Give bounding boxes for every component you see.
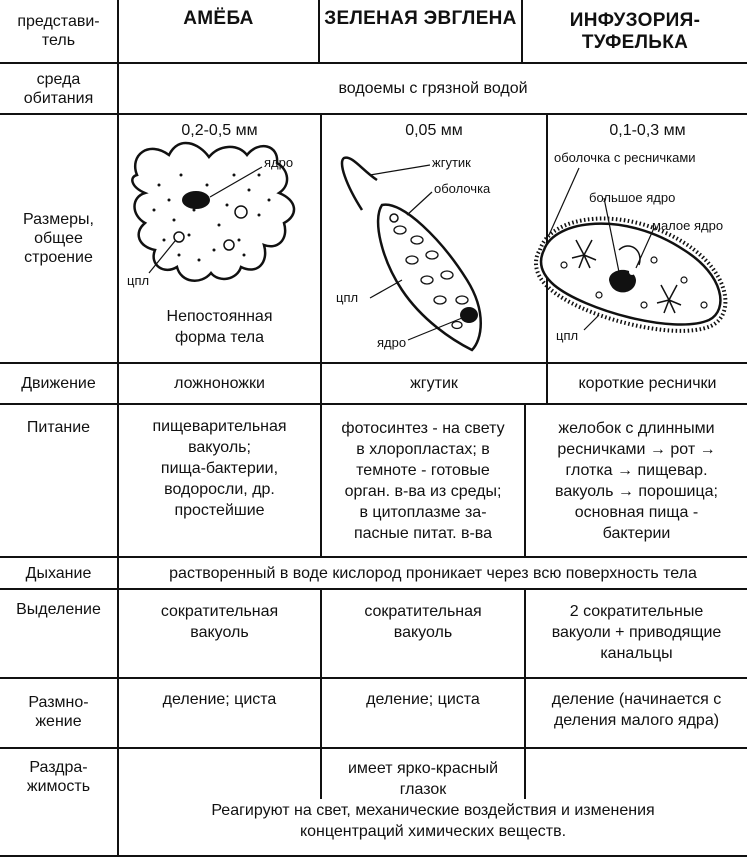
row-line-irritability-top <box>0 747 747 749</box>
nutrition-amoeba: пищеварительная вакуоль; пища-бактерии, водоросли, др. простейшие <box>152 418 287 519</box>
amoeba-cpl-label: цпл <box>127 273 150 288</box>
reproduction-label: Размно- жение <box>28 694 89 730</box>
paramecium-drawing <box>524 140 747 360</box>
paramecium-cpl-label: цпл <box>556 328 579 343</box>
paramecium-micronucleus-label: малое ядро <box>652 218 724 233</box>
header-representative: представи- тель <box>17 13 100 49</box>
reproduction-amoeba: деление; циста <box>162 691 277 708</box>
paramecium-membrane-label: оболочка с ресничками <box>554 150 696 165</box>
respiration-value: растворенный в воде кислород проникает через всю поверхность тела <box>169 564 697 582</box>
nutrition-label: Питание <box>26 419 91 436</box>
row-line-excretion-top <box>0 588 747 590</box>
euglena-membrane-label: оболочка <box>434 181 491 196</box>
habitat-label: среда обитания <box>23 70 94 107</box>
excretion-label: Выделение <box>16 601 101 618</box>
col-line-irr-2 <box>524 747 526 799</box>
respiration-label: Дыхание <box>25 564 92 582</box>
paramecium-size: 0,1-0,3 мм <box>609 121 686 139</box>
paramecium-macronucleus-label: большое ядро <box>589 190 676 205</box>
size-label: Размеры, общее строение <box>23 211 94 266</box>
reproduction-paramecium: деление (начинается с деления малого ядра) <box>551 691 722 729</box>
euglena-flagellum-label: жгутик <box>432 155 471 170</box>
amoeba-nucleus-label: ядро <box>264 155 294 170</box>
row-line-nutrition-top <box>0 403 747 405</box>
euglena-cpl-label: цпл <box>336 290 359 305</box>
excretion-euglena: сократительная вакуоль <box>364 603 482 641</box>
amoeba-note: Непостоянная форма тела <box>166 308 273 346</box>
excretion-amoeba: сократительная вакуоль <box>160 603 279 641</box>
euglena-size: 0,05 мм <box>405 121 463 139</box>
movement-label: Движение <box>21 375 96 392</box>
row-line-bottom <box>0 855 747 857</box>
excretion-paramecium: 2 сократительные вакуоли + приводящие канальцы <box>551 603 722 662</box>
header-euglena: ЗЕЛЕНАЯ ЭВГЛЕНА <box>324 8 517 29</box>
habitat-value: водоемы с грязной водой <box>338 80 528 97</box>
euglena-drawing <box>322 140 546 360</box>
euglena-nucleus-label: ядро <box>377 335 407 350</box>
amoeba-drawing <box>119 115 320 305</box>
reproduction-euglena: деление; циста <box>366 691 480 708</box>
header-amoeba: АМЁБА <box>183 8 254 29</box>
irritability-label: Раздра- жимость <box>26 759 91 795</box>
header-paramecium: ИНФУЗОРИЯ- ТУФЕЛЬКА <box>569 10 701 53</box>
nutrition-paramecium: желобок с длинными ресничками → рот → глотка → пищевар. вакуоль → порошица; основная пища - бактерии <box>555 420 718 542</box>
movement-paramecium: короткие реснички <box>578 375 717 392</box>
irritability-common: Реагируют на свет, механические воздействия и изменения концентраций химических веществ. <box>211 802 655 840</box>
amoeba-size: 0,2-0,5 мм <box>181 121 258 139</box>
irritability-euglena: имеет ярко-красный глазок <box>347 760 498 798</box>
nutrition-euglena: фотосинтез - на свету в хлоропластах; в темноте - готовые орган. в-ва из среды; в цитоплазме за- пасные питат. в-ва <box>341 420 505 542</box>
movement-euglena: жгутик <box>410 375 458 392</box>
movement-amoeba: ложноножки <box>174 375 265 392</box>
